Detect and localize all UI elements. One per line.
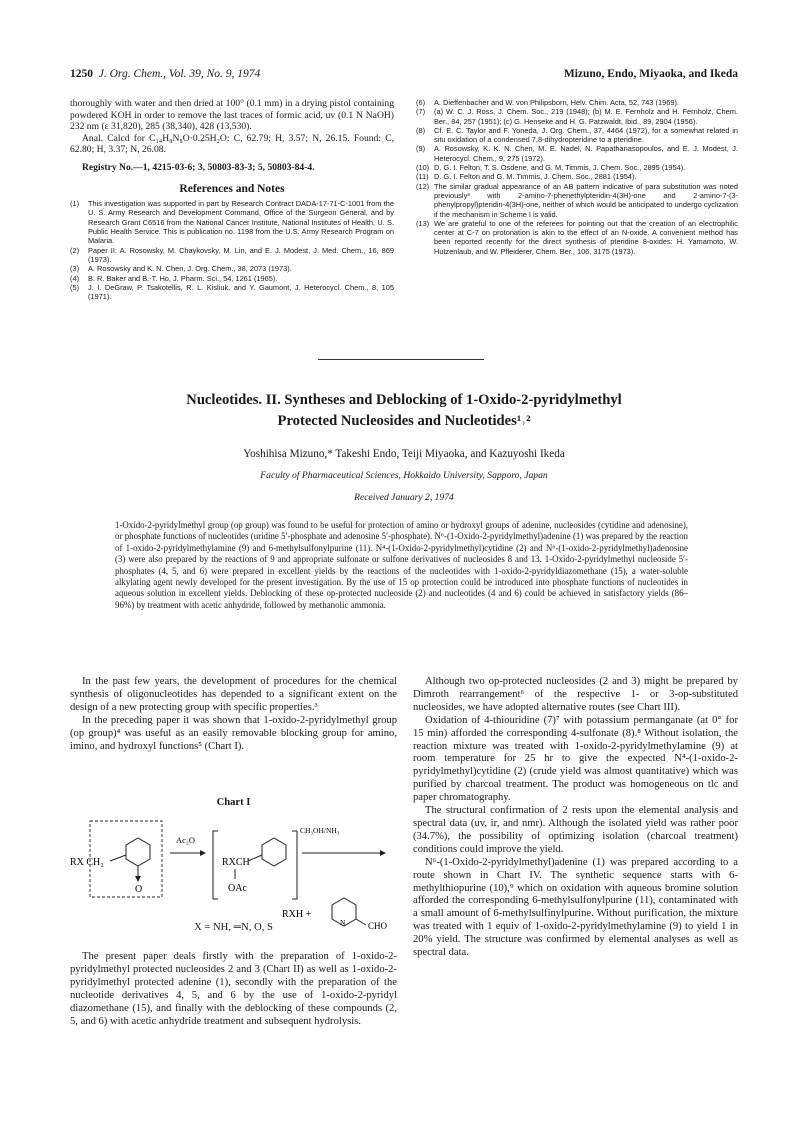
reference-item	[416, 182, 738, 219]
reference-item	[416, 126, 738, 145]
reference-number: (11)	[416, 172, 429, 182]
reference-item	[70, 283, 394, 302]
rxh-plus-label: RXH +	[282, 909, 312, 920]
body-paragraph-1: Although two op-protected nucleosides (2 and 3) might be prepared by Dimroth rearrangement⁶ of the respective 1- or 3-op-substituted nucleosides, we have adopted alternative routes (see Chart III).	[413, 676, 738, 713]
reference-text: This investigation was supported in part by Research Contract DADA-17-71-C-1001 from the U. S. Army Research and Development Command, Office of the Surgeon General, and by Research Grant C6516 from the National Cancer Institute, National Institutes of Health, U. S. Public Health Service. This is publication no. 1198 from the U.S. Army Research Program on Malaria.	[88, 199, 394, 246]
reference-number: (3)	[70, 264, 80, 274]
chart-1-title: Chart I	[216, 797, 251, 808]
right-body-column	[413, 676, 738, 960]
reference-item	[70, 246, 394, 265]
article-authors: Yoshihisa Mizuno,* Takeshi Endo, Teiji Miyaoka, and Kazuyoshi Ikeda	[243, 448, 565, 460]
analysis-paragraph: Anal. Calcd for C₁₄H₈N₈O·0.25H₂O: C, 62.79; H, 3.57; N, 26.15. Found: C, 62.80; H, 3.37; N, 26.08.	[70, 132, 394, 156]
title-line-1: Nucleotides. II. Syntheses and Deblocking of 1-Oxido-2-pyridylmethyl	[186, 392, 622, 408]
references-list-left	[70, 199, 394, 301]
article-separator-rule	[318, 359, 484, 360]
intro-paragraph-1: In the past few years, the development of procedures for the chemical synthesis of oligonucleotides has depended to a significant extent on the design of a new protecting group with specific properties.³	[70, 676, 397, 713]
article-title	[70, 390, 738, 432]
reference-text: Cf. E. C. Taylor and F. Yoneda, J. Org. Chem., 37, 4464 (1972), for a somewhat related in situ oxidation of a condensed 7,8-dihydropteridine to a pteridine.	[434, 125, 738, 145]
body-paragraph-3: The structural confirmation of 2 rests upon the elemental analysis and spectral data (uv, ir, and nmr). Although the isolated yield was rather poor (34.7%), the possibility of optimizing isolation (charcoal treatment) conditions could improve the yield.	[413, 805, 738, 855]
abstract: 1-Oxido-2-pyridylmethyl group (op group) was found to be useful for protection of amino or hydroxyl groups of adenine, nucleosides (cytidine and adenosine), or phosphate functions of nucleotides (uridine 5′-phosphate and adenosine 5′-phosphate). N⁶-(1-Oxido-2-pyridylmethyl)adenine (1) was prepared by the reaction of 1-oxido-2-pyridylmethylamine (9) and 6-methylsulfonylpurine (11). N⁴-(1-Oxido-2-pyridylmethyl)cytidine (2) and N⁶-(1-oxido-2-pyridylmethyl)adenosine (3) were also prepared by the reactions of 9 and appropriate sulfonate or sulfone derivatives of nucleosides 8 and 13. 1-Oxido-2-pyridylmethyl nucleoside 5′-phosphates (4, 5, and 6) were prepared in excellent yields by the reactions of the nucleotides with 1-oxido-2-pyridyldiazomethane (15), a water-soluble alkylating agent newly developed for the present investigation. By the use of 15 op protection could be introduced into phosphate functions of nucleotides in aqueous solution in excellent yields. Deblocking of these op-protected nucleoside (2) and nucleotides (4 and 6) could be achieved in satisfactory yields (86–96%) by treatment with acetic anhydride, followed by methanolic ammonia.	[115, 520, 688, 610]
reference-text: (a) W. C. J. Ross, J. Chem. Soc., 219 (1948); (b) M. E. Fernholz and H. Fernholz, Chem. Ber., 84, 257 (1951); (c) G. Henseke and H. G. Patzwaldt, Ibid., 89, 2904 (1956).	[434, 107, 738, 126]
bracket-left	[213, 831, 218, 899]
experimental-paragraph: thoroughly with water and then dried at 100° (0.1 mm) in a drying pistol containing powdered KOH in order to remove the last traces of formic acid, uv (0.1 N NaOH) 232 nm (ε 31,820), 285 (38,340), 428 (13,530).	[70, 98, 394, 133]
reference-item	[416, 219, 738, 256]
cho-label: CHO	[368, 921, 388, 931]
reference-item	[416, 107, 738, 126]
reference-number: (7)	[416, 107, 426, 117]
reference-text: A. Rosowsky, K. K. N. Chen, M. E. Nadel, N. Papathanasopoulos, and E. J. Modest, J. Heterocycl. Chem., 9, 275 (1972).	[434, 144, 738, 163]
reference-number: (13)	[416, 218, 430, 228]
intro-paragraph-2: In the preceding paper it was shown that 1-oxido-2-pyridylmethyl group (op group)⁴ was useful as an easily removable blocking group for amino, imino, and hydroxyl functions⁵ (Chart I).	[70, 714, 397, 752]
page-number: 1250	[70, 68, 93, 80]
reference-number: (12)	[416, 181, 430, 191]
rx-ch2-label: RX CH₂	[70, 857, 104, 868]
intro-paragraph-3: The present paper deals firstly with the preparation of 1-oxido-2-pyridylmethyl protected nucleosides 2 and 3 (Chart II) as well as 1-oxido-2-pyridylmethyl protected adenine (1), secondly with the preparation of the nucleotide derivatives 4, 5, and 6 by the use of 1-oxido-2-pyridyl diazomethane (15), and finally with the deblocking of these compounds (2, 5, and 6) with acetic anhydride treatment and subsequent hydrolysis.	[70, 951, 397, 1027]
pyridine-ring-2	[262, 838, 286, 866]
reference-text: D. G. I. Felton, T. S. Osdene, and G. M. Timmis, J. Chem. Soc., 2895 (1954).	[434, 163, 686, 173]
reference-number: (8)	[416, 125, 426, 135]
reference-text: Paper II: A. Rosowsky, M. Chaykovsky, M. Lin, and E. J. Modest, J. Med. Chem., 16, 869 (1973).	[88, 245, 394, 264]
reference-text: The similar gradual appearance of an AB pattern indicative of para substitution was noted previously³ with 2-amino-7-phenethylpteridin-4(3H)-one and 2-amino-7-(3-phenylpropyl)pteridin-4(3H)-one, neither of which would be anticipated to undergo cyclization if the mechanism in Scheme I is valid.	[434, 181, 738, 219]
reference-item	[416, 98, 738, 107]
reference-number: (6)	[416, 98, 426, 107]
reference-item	[416, 163, 738, 172]
chart-1-scheme	[70, 813, 397, 937]
reference-item	[416, 144, 738, 163]
reference-number: (10)	[416, 163, 430, 173]
bracket-right	[292, 831, 297, 899]
reference-text: B. R. Baker and B.-T. Ho, J. Pharm. Sci., 54, 1261 (1965).	[88, 273, 278, 283]
header-authors: Mizuno, Endo, Miyaoka, and Ikeda	[563, 68, 738, 80]
oxide-o-label: O	[135, 884, 143, 895]
journal-citation: J. Org. Chem., Vol. 39, No. 9, 1974	[98, 68, 261, 80]
running-header	[70, 68, 738, 84]
reagent-ch3oh-nh3: CH₃OH/NH₃	[300, 826, 340, 835]
reagent-ac2o: Ac₂O	[176, 835, 196, 845]
reference-item	[70, 274, 394, 283]
reference-text: A. Dieffenbacher and W. von Philipsborn, Helv. Chim. Acta, 52, 743 (1969).	[434, 98, 679, 107]
received-date: Received January 2, 1974	[354, 492, 454, 503]
ring-n-label: N	[340, 918, 346, 927]
reference-item	[70, 264, 394, 273]
pyridine-ring-1	[126, 838, 150, 866]
reference-item	[416, 172, 738, 181]
reference-number: (5)	[70, 282, 80, 292]
reference-number: (2)	[70, 245, 80, 255]
reference-text: D. G. I. Felton and G. M. Timmis, J. Chem. Soc., 2881 (1954).	[434, 172, 637, 182]
chart-1-x-definition: X = NH, ═N, O, S	[194, 922, 273, 933]
oac-label: OAc	[228, 883, 247, 894]
references-list-right	[416, 98, 738, 256]
body-paragraph-4: N⁶-(1-Oxido-2-pyridylmethyl)adenine (1) was prepared according to a route shown in Chart IV. The synthetic sequence starts with 6-methylthiopurine (10),⁹ which on oxidation with aqueous bromine solution afforded the corresponding 6-methylsulfonylpurine (11), contaminated with a small amount of 6-methylsulfinylpurine. Without purification, the mixture was treated with 1 equiv of 1-oxido-2-pyridylmethylamine (9) to yield 1 in 20% yield. The structure was confirmed by elemental analyses as well as spectral data.	[413, 856, 738, 959]
reference-item	[70, 199, 394, 245]
prev-article-right-column	[416, 98, 738, 256]
reference-number: (9)	[416, 144, 426, 154]
references-heading: References and Notes	[179, 182, 285, 195]
left-body-column	[70, 676, 397, 753]
left-body-column-continued	[70, 951, 397, 1028]
title-line-2: Protected Nucleosides and Nucleotides¹˒²	[277, 413, 531, 429]
body-paragraph-2: Oxidation of 4-thiouridine (7)⁷ with potassium permanganate (at 0° for 15 min) afforded the corresponding 4-sulfonate (8).⁸ Without isolation, the reaction mixture was treated with 1-oxido-2-pyridylmethylamine (9) at room temperature for 25 hr to give the expected N⁴-(1-oxido-2-pyridylmethyl)cytidine (2) (crude yield was almost quantitative) which was purified by charcoal treatment. The product was homogeneous on tlc and paper chromatography.	[413, 714, 738, 804]
affiliation: Faculty of Pharmaceutical Sciences, Hokkaido University, Sapporo, Japan	[260, 470, 548, 481]
prev-article-left-column	[70, 98, 394, 301]
reference-text: We are grateful to one of the referees for pointing out that the creation of an electrophilic center at C-7 on protonation is akin to the effect of an N-oxide. A convenient method has been reported recently for the direct synthesis of pteridine 8-oxides: H. Yamamoto, W. Hutzenlaub, and W. Pfleiderer, Chem. Ber., 106, 3175 (1973).	[434, 218, 738, 256]
reference-number: (4)	[70, 273, 80, 283]
reference-text: J. I. DeGraw, P. Tsakotellis, R. L. Kisliuk, and Y. Gaumont, J. Heterocycl. Chem., 8, 105 (1971).	[88, 282, 394, 302]
reference-number: (1)	[70, 199, 80, 209]
registry-numbers: Registry No.—1, 4215-03-6; 3, 50803-83-3; 5, 50803-84-4.	[82, 161, 315, 173]
rxch-label: RXCH	[222, 857, 250, 868]
reference-text: A. Rosowsky and K. N. Chen, J. Org. Chem., 38, 2073 (1973).	[88, 264, 292, 274]
